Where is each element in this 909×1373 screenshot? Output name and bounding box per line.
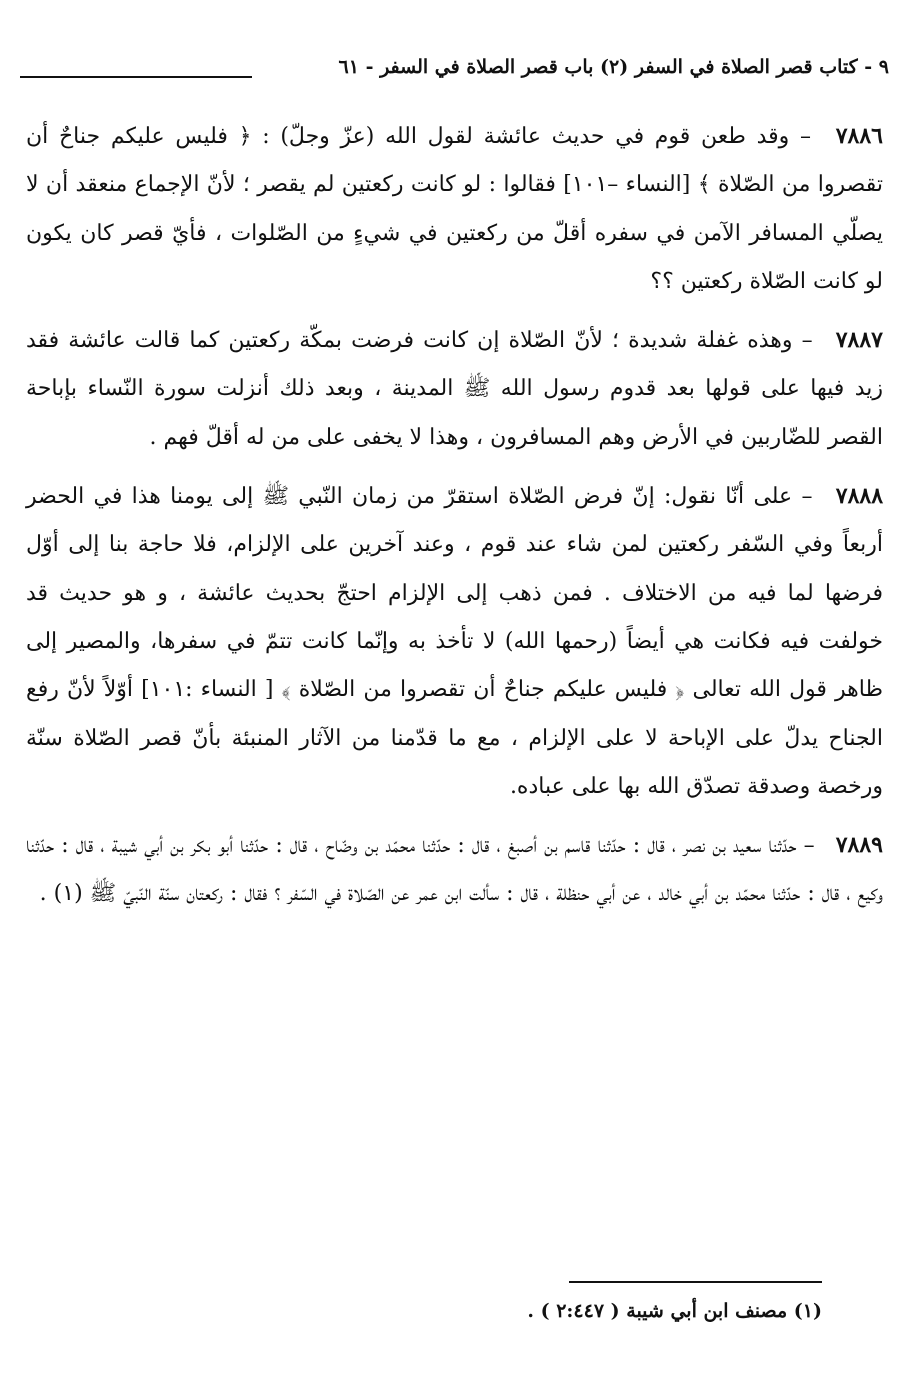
footnote: (١) مصنف ابن أبي شيبة ( ٢:٤٤٧ ) . <box>527 1300 822 1322</box>
page-header <box>20 56 889 90</box>
paragraph-text: – حدّثنا سعيد بن نصر ، قال : حدّثنا قاسم بن أصبغ ، قال : حدّثنا محمّد بن وضّاح ، قال : حدّثنا أبو بكر بن أبي شيبة ، قال : حدّثنا وكيع ، قال : حدّثنا محمّد بن أبي خالد ، عن أبي حنظلة ، قال : سألت ابن عمر عن الصّلاة في السّفر ؟ فقال : ركعتان سنّة النّبيّ ﷺ (١) . <box>26 833 883 907</box>
paragraph-7889 <box>26 821 883 919</box>
paragraph-number: ٧٨٨٨ <box>835 483 884 510</box>
paragraph-7886 <box>26 112 883 306</box>
footnote-rule <box>569 1281 822 1283</box>
running-title: ٩ - كتاب قصر الصلاة في السفر (٢) باب قصر الصلاة في السفر - ٦١ <box>338 56 889 78</box>
paragraph-text: – وهذه غفلة شديدة ؛ لأنّ الصّلاة إن كانت فرضت بمكّة ركعتين كما قالت عائشة فقد زيد فيها على قولها بعد قدوم رسول الله ﷺ المدينة ، وبعد ذلك أنزلت سورة النّساء بإباحة القصر للضّاربين في الأرض وهم المسافرون ، وهذا لا يخفى على من له أقلّ فهم . <box>26 328 883 450</box>
paragraph-number: ٧٨٨٦ <box>835 123 883 149</box>
paragraph-7888 <box>26 472 883 811</box>
paragraph-text: – وقد طعن قوم في حديث عائشة لقول الله (عزّ وجلّ) : ﴿ فليس عليكم جناحٌ أن تقصروا من الصّلاة ﴾ [النساء –١٠١] فقالوا : لو كانت ركعتين لم يقصر ؛ لأنّ الإجماع منعقد أن لا يصلّي المسافر الآمن في سفره أقلّ من ركعتين في شيءٍ من الصّلوات ، فأيّ قصر كان يكون لو كانت الصّلاة ركعتين ؟؟ <box>26 124 883 294</box>
paragraph-number: ٧٨٨٧ <box>835 327 883 354</box>
paragraph-7887 <box>26 316 883 462</box>
paragraph-text: – على أنّا نقول: إنّ فرض الصّلاة استقرّ من زمان النّبي ﷺ إلى يومنا هذا في الحضر أربعاً وفي السّفر ركعتين لمن شاء عند قوم ، وعند آخرين على الإلزام، فلا حاجة بنا إلى أوّل فرضها لما فيه من الاختلاف . فمن ذهب إلى الإلزام احتجّ بحديث عائشة ، و هو حديث قد خولفت فيه فكانت هي أيضاً (رحمها الله) لا تأخذ به وإنّما كانت تتمّ في سفرها، والمصير إلى ظاهر قول الله تعالى ﴿ فليس عليكم جناحٌ أن تقصروا من الصّلاة ﴾ [ النساء :١٠١] أوّلاً لأنّ رفع الجناح يدلّ على الإباحة لا على الإلزام ، مع ما قدّمنا من الآثار المنبئة بأنّ قصر الصّلاة سنّة ورخصة وصدقة تصدّق الله بها على عباده. <box>26 484 883 799</box>
header-rule <box>20 76 252 78</box>
paragraph-number: ٧٨٨٩ <box>835 832 883 859</box>
main-text <box>26 112 883 929</box>
